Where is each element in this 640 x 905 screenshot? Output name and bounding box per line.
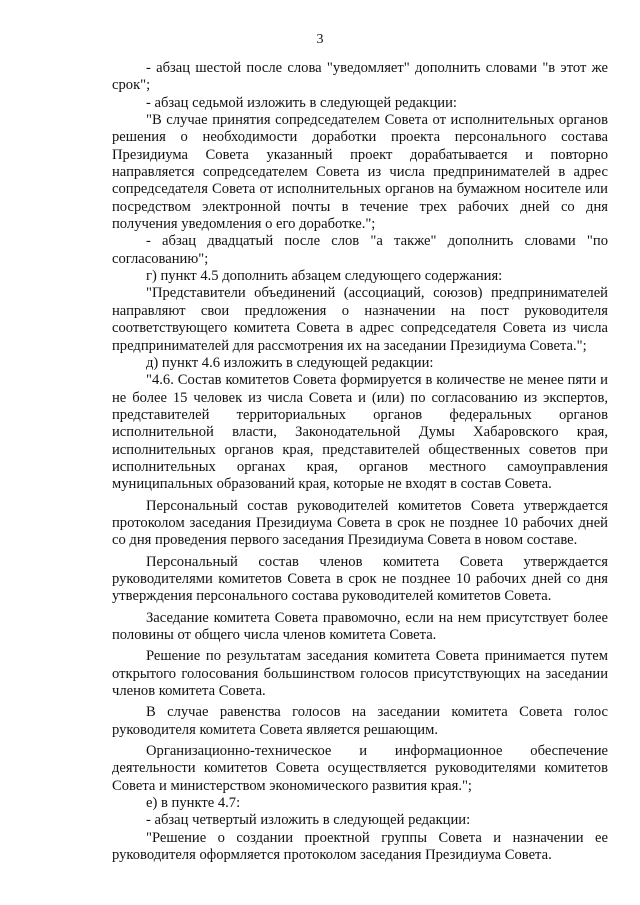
paragraph-2: - абзац седьмой изложить в следующей редакции: — [146, 94, 457, 111]
paragraph-15: е) в пункте 4.7: — [146, 795, 241, 812]
document-body — [112, 60, 608, 864]
paragraph-4: - абзац двадцатый после слов "а также" дополнить словами "по согласованию"; — [112, 233, 608, 267]
paragraph-3: "В случае принятия сопредседателем Совета от исполнительных органов решения о необходимости доработки проекта персонального состава Президиума Совета указанный проект дорабатывается и повторно направляется сопредседателем Совета из числа предпринимателей в адрес сопредседателя Совета от исполнительных органов на бумажном носителе или посредством электронной почты в течение трех рабочих дней со дня получения уведомления о его доработке."; — [112, 112, 608, 233]
paragraph-12: Решение по результатам заседания комитета Совета принимается путем открытого голосования большинством голосов присутствующих на заседании членов комитета Совета. — [112, 648, 608, 700]
paragraph-17: "Решение о создании проектной группы Совета и назначении ее руководителя оформляется протоколом заседания Президиума Совета. — [112, 829, 608, 864]
paragraph-6: "Представители объединений (ассоциаций, союзов) предпринимателей направляют свои предложения о назначении на пост руководителя соответствующего комитета Совета в адрес сопредседателя Совета из числа предпринимателей для рассмотрения их на заседании Президиума Совета."; — [112, 285, 608, 354]
paragraph-16: - абзац четвертый изложить в следующей редакции: — [146, 812, 471, 829]
paragraph-11: Заседание комитета Совета правомочно, если на нем присутствует более половины от общего числа членов комитета Совета. — [112, 609, 608, 643]
paragraph-14: Организационно-техническое и информационное обеспечение деятельности комитетов Совета осуществляется руководителями комитетов Совета и министерством экономического развития края."; — [112, 743, 608, 794]
paragraph-9: Персональный состав руководителей комитетов Совета утверждается протоколом заседания Президиума Совета в срок не позднее 10 рабочих дней со дня проведения первого заседания Президиума Совета в новом составе. — [112, 497, 608, 549]
paragraph-13: В случае равенства голосов на заседании комитета Совета голос руководителя комитета Совета является решающим. — [112, 704, 608, 738]
page-number: 3 — [316, 32, 324, 47]
paragraph-7: д) пункт 4.6 изложить в следующей редакции: — [146, 354, 434, 371]
paragraph-10: Персональный состав членов комитета Совета утверждается руководителями комитетов Совета в срок не позднее 10 рабочих дней со дня утверждения персонального состава руководителей комитетов Совета. — [112, 553, 608, 605]
paragraph-1: - абзац шестой после слова "уведомляет" дополнить словами "в этот же срок"; — [112, 60, 608, 94]
paragraph-5: г) пункт 4.5 дополнить абзацем следующего содержания: — [146, 268, 503, 285]
paragraph-8: "4.6. Состав комитетов Совета формируется в количестве не менее пяти и не более 15 человек из числа Совета и (или) по согласованию из экспертов, представителей территориальных органов федеральных органов исполнительной власти, Законодательной Думы Хабаровского края, исполнительных органов края, представителей общественных советов при исполнительных органах края, органов местного самоуправления муниципальных образований края, которые не входят в состав Совета. — [112, 372, 608, 493]
